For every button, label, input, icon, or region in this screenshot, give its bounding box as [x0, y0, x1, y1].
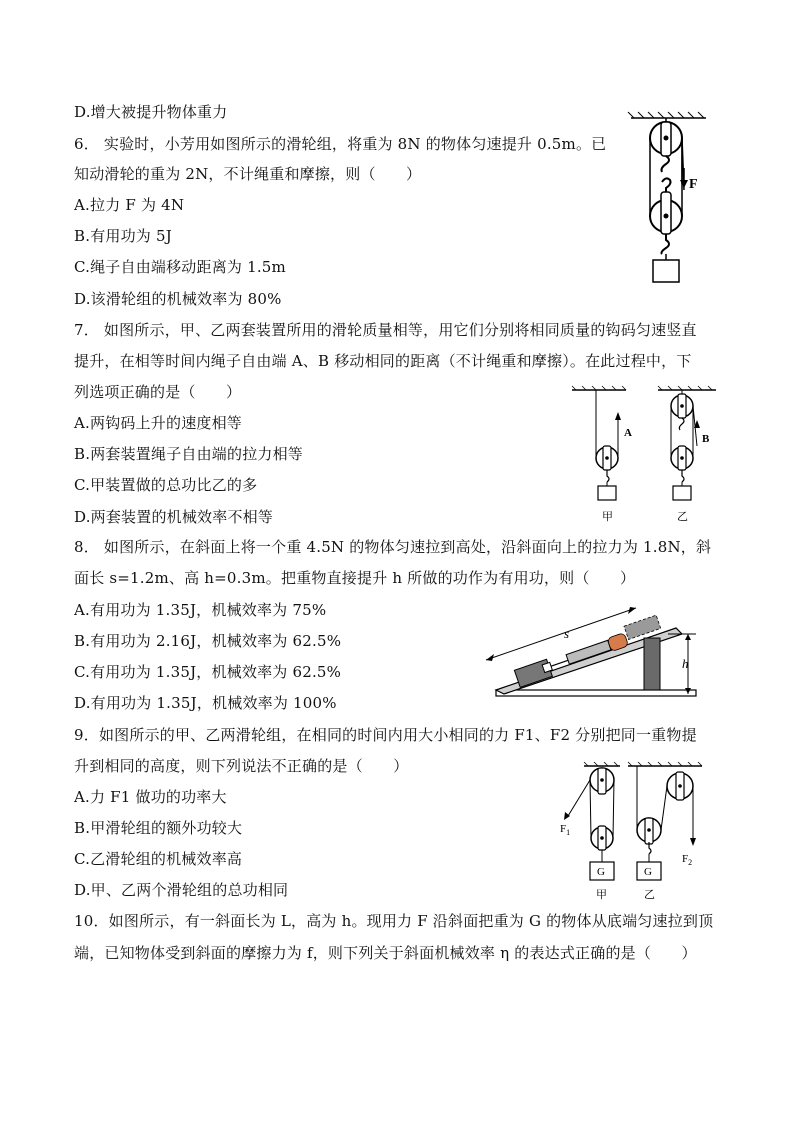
option-9d: D.甲、乙两个滑轮组的总功相同 — [74, 881, 289, 899]
option-6b: B.有用功为 5J — [74, 227, 172, 245]
q6-force-label: F — [689, 177, 698, 192]
q9-caption-left: 甲 — [596, 889, 607, 901]
question-8-stem-line1: 8． 如图所示，在斜面上将一个重 4.5N 的物体匀速拉到高处，沿斜面向上的拉力为 1.8N，斜 — [74, 538, 712, 556]
option-7d: D.两套装置的机械效率不相等 — [74, 508, 274, 526]
q9-label-f2: $F_2$ — [682, 853, 693, 867]
q9-label-f1: $F_1$ — [560, 823, 571, 837]
q8-label-h: h — [682, 656, 689, 671]
figure-q8-inclined-plane — [478, 598, 700, 702]
option-6d: D.该滑轮组的机械效率为 80% — [74, 290, 282, 308]
question-6-stem-line2: 知动滑轮的重为 2N，不计绳重和摩擦，则（ ） — [74, 165, 422, 183]
q8-label-s: s — [564, 626, 570, 641]
q9-weight-right: G — [644, 866, 652, 878]
option-9a: A.力 F1 做功的功率大 — [74, 788, 227, 806]
option-9c: C.乙滑轮组的机械效率高 — [74, 850, 243, 868]
question-7-stem-line2: 提升，在相等时间内绳子自由端 A、B 移动相同的距离（不计绳重和摩擦）。在此过程中，下 — [74, 352, 692, 370]
figure-q9-pulley-groups — [556, 760, 716, 906]
option-6c: C.绳子自由端移动距离为 1.5m — [74, 258, 286, 276]
figure-q6-pulley-system — [626, 108, 716, 288]
q7-caption-right: 乙 — [677, 511, 688, 523]
figure-q7-pulley-comparison — [566, 384, 726, 526]
q9-caption-right: 乙 — [644, 889, 655, 901]
q7-label-a: A — [624, 427, 632, 439]
option-8c: C.有用功为 1.35J，机械效率为 62.5% — [74, 663, 342, 681]
question-9-stem-line2: 升到相同的高度，则下列说法不正确的是（ ） — [74, 757, 409, 775]
q7-label-b: B — [702, 433, 710, 445]
question-10-stem-line2: 端，已知物体受到斜面的摩擦力为 f，则下列关于斜面机械效率 η 的表达式正确的是（ ） — [74, 944, 697, 962]
question-8-stem-line2: 面长 s=1.2m、高 h=0.3m。把重物直接提升 h 所做的功作为有用功，则（ ） — [74, 569, 636, 587]
option-7a: A.两钩码上升的速度相等 — [74, 414, 243, 432]
q9-weight-left: G — [597, 866, 605, 878]
option-6a: A.拉力 F 为 4N — [74, 196, 185, 214]
option-5d: D.增大被提升物体重力 — [74, 103, 228, 121]
option-8a: A.有用功为 1.35J，机械效率为 75% — [74, 601, 327, 619]
option-9b: B.甲滑轮组的额外功较大 — [74, 819, 243, 837]
question-7-stem-line1: 7． 如图所示，甲、乙两套装置所用的滑轮质量相等，用它们分别将相同质量的钩码匀速竖直 — [74, 321, 697, 339]
question-6-stem-line1: 6． 实验时，小芳用如图所示的滑轮组，将重为 8N 的物体匀速提升 0.5m。已 — [74, 135, 607, 153]
q7-caption-left: 甲 — [602, 511, 613, 523]
question-10-stem-line1: 10．如图所示，有一斜面长为 L，高为 h。现用力 F 沿斜面把重为 G 的物体从底端匀速拉到顶 — [74, 912, 714, 930]
option-7b: B.两套装置绳子自由端的拉力相等 — [74, 445, 303, 463]
question-9-stem-line1: 9．如图所示的甲、乙两滑轮组，在相同的时间内用大小相同的力 F1、F2 分别把同一重物提 — [74, 726, 697, 744]
question-7-stem-line3: 列选项正确的是（ ） — [74, 383, 242, 401]
option-7c: C.甲装置做的总功比乙的多 — [74, 476, 258, 494]
option-8d: D.有用功为 1.35J，机械效率为 100% — [74, 694, 337, 712]
option-8b: B.有用功为 2.16J，机械效率为 62.5% — [74, 632, 342, 650]
